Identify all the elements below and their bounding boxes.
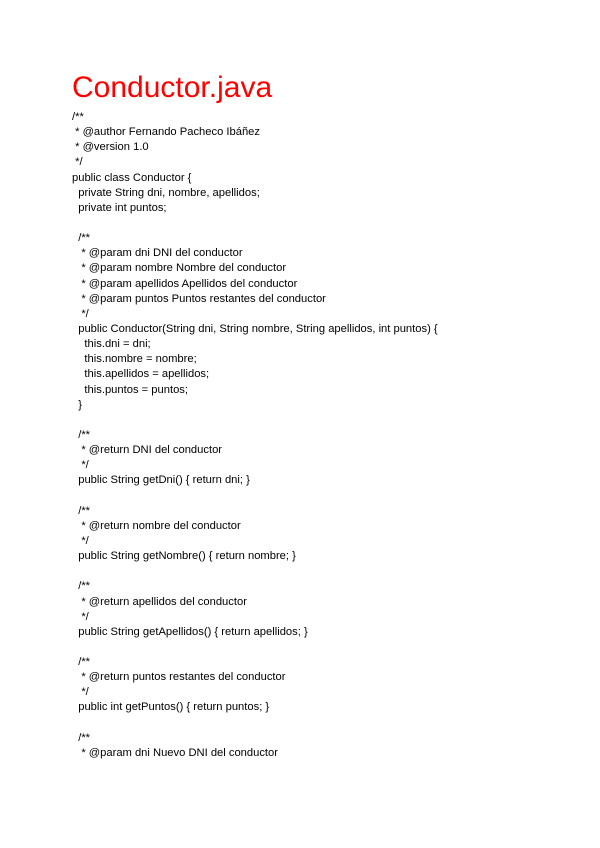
code-line: private String dni, nombre, apellidos;: [72, 186, 260, 199]
code-line: this.dni = dni;: [72, 338, 151, 351]
code-line: /**: [72, 656, 91, 669]
code-line: private int puntos;: [72, 201, 167, 214]
code-line: */: [72, 459, 89, 472]
code-line: public String getDni() { return dni; }: [72, 474, 250, 487]
code-line: * @param puntos Puntos restantes del conductor: [72, 292, 326, 305]
code-line: /**: [72, 731, 91, 744]
code-line: * @author Fernando Pacheco Ibáñez: [72, 126, 260, 139]
code-line: * @param nombre Nombre del conductor: [72, 262, 287, 275]
code-line: /**: [72, 428, 91, 441]
code-line: * @return apellidos del conductor: [72, 595, 247, 608]
code-line: public class Conductor {: [72, 171, 192, 184]
code-line: * @return DNI del conductor: [72, 444, 223, 457]
code-line: this.puntos = puntos;: [72, 383, 188, 396]
code-line: * @return nombre del conductor: [72, 519, 241, 532]
code-line: [72, 640, 582, 655]
code-line: this.apellidos = apellidos;: [72, 368, 210, 381]
code-line: /**: [72, 111, 84, 123]
document-title: Conductor.java: [72, 71, 273, 104]
code-line: public String getNombre() { return nombre; }: [72, 550, 296, 563]
code-line: */: [72, 156, 83, 169]
code-listing: [72, 110, 582, 761]
code-line: * @param dni Nuevo DNI del conductor: [72, 746, 278, 759]
code-line: [72, 413, 582, 428]
code-line: public Conductor(String dni, String nombre, String apellidos, int puntos) {: [72, 322, 438, 335]
code-line: * @param apellidos Apellidos del conductor: [72, 277, 298, 290]
code-line: */: [72, 307, 89, 320]
code-line: */: [72, 610, 89, 623]
code-line: this.nombre = nombre;: [72, 353, 197, 366]
code-line: * @version 1.0: [72, 141, 149, 154]
code-line: [72, 716, 582, 731]
code-line: /**: [72, 580, 91, 593]
code-line: * @return puntos restantes del conductor: [72, 671, 286, 684]
code-line: /**: [72, 504, 91, 517]
code-line: /**: [72, 232, 91, 245]
code-line: */: [72, 534, 89, 547]
code-line: [72, 489, 582, 504]
code-line: public int getPuntos() { return puntos; }: [72, 701, 270, 714]
code-line: }: [72, 398, 82, 411]
code-line: */: [72, 686, 89, 699]
code-line: [72, 216, 582, 231]
code-line: public String getApellidos() { return apellidos; }: [72, 625, 308, 638]
code-line: * @param dni DNI del conductor: [72, 247, 243, 260]
code-line: [72, 564, 582, 579]
